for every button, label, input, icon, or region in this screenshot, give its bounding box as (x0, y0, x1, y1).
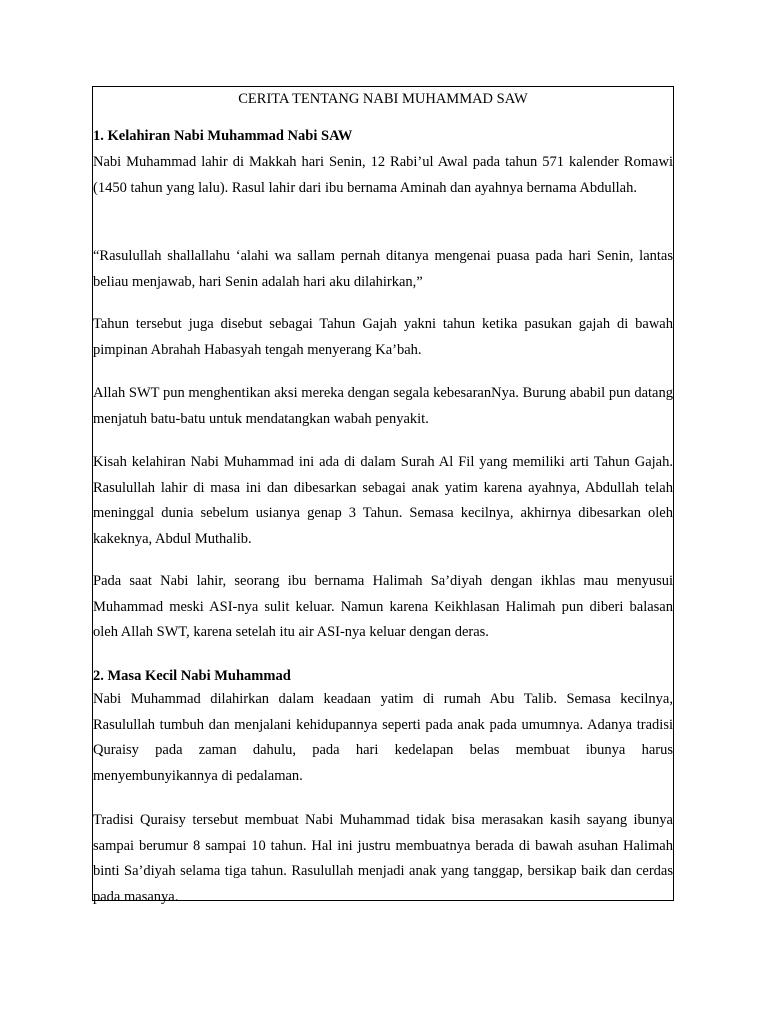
paragraph: Tradisi Quraisy tersebut membuat Nabi Muhammad tidak bisa merasakan kasih sayang ibunya sampai berumur 8 sampai 10 tahun. Hal ini justru membuatnya berada di bawah asuhan Halimah binti Sa’diyah selama tiga tahun. Rasulullah menjadi anak yang tanggap, bersikap baik dan cerdas pada masanya. (93, 812, 673, 905)
paragraph: Tahun tersebut juga disebut sebagai Tahun Gajah yakni tahun ketika pasukan gajah di bawah pimpinan Abrahah Habasyah tengah menyerang Ka’bah. (93, 316, 673, 358)
paragraph: “Rasulullah shallallahu ‘alahi wa sallam pernah ditanya mengenai puasa pada hari Senin, lantas beliau menjawab, hari Senin adalah hari aku dilahirkan,” (93, 248, 673, 290)
paragraph: Nabi Muhammad dilahirkan dalam keadaan yatim di rumah Abu Talib. Semasa kecilnya, Rasulullah tumbuh dan menjalani kehidupannya seperti pada anak pada umumnya. Adanya tradisi Quraisy pada zaman dahulu, pada hari kedelapan belas membuat ibunya harus menyembunyikannya di pedalaman. (93, 691, 673, 784)
document-text-box (92, 86, 674, 905)
paragraph: Kisah kelahiran Nabi Muhammad ini ada di dalam Surah Al Fil yang memiliki arti Tahun Gajah. Rasulullah lahir di masa ini dan dibesarkan sebagai anak yatim karena ayahnya, Abdullah telah meninggal dunia sebelum usianya genap 3 Tahun. Semasa kecilnya, akhirnya dibesarkan oleh kakeknya, Abdul Muthalib. (93, 454, 673, 547)
paragraph: Pada saat Nabi lahir, seorang ibu bernama Halimah Sa’diyah dengan ikhlas mau menyusui Muhammad meski ASI-nya sulit keluar. Namun karena Keikhlasan Halimah pun diberi balasan oleh Allah SWT, karena setelah itu air ASI-nya keluar dengan deras. (93, 573, 673, 640)
paragraph: Nabi Muhammad lahir di Makkah hari Senin, 12 Rabi’ul Awal pada tahun 571 kalender Romawi (1450 tahun yang lalu). Rasul lahir dari ibu bernama Aminah dan ayahnya bernama Abdullah. (93, 154, 673, 196)
paragraph: Allah SWT pun menghentikan aksi mereka dengan segala kebesaranNya. Burung ababil pun datang menjatuh batu-batu untuk mendatangkan wabah penyakit. (93, 385, 673, 427)
document-title: CERITA TENTANG NABI MUHAMMAD SAW (238, 91, 528, 107)
section-heading-masa-kecil: 2. Masa Kecil Nabi Muhammad (93, 668, 291, 684)
section-heading-kelahiran: 1. Kelahiran Nabi Muhammad Nabi SAW (93, 128, 353, 144)
